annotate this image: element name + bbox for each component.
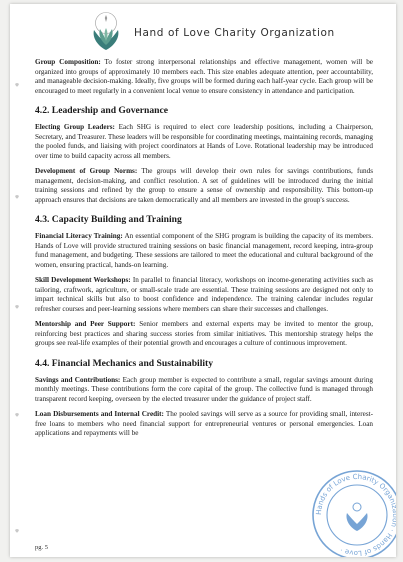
paragraph-text: An essential component of the SHG program is building the capacity of its members. Hands of Love will provide structured training sessions on basic financial management, record keeping, intra-group fund management, and budgeting. These sessions are tailored to meet the educational and cultural background of the women, ensuring practical, hands-on learning. <box>35 232 373 269</box>
paragraph-lead: Loan Disbursements and Internal Credit: <box>35 410 164 418</box>
paragraph-text: Each group member is expected to contribute a small, regular savings amount during monthly meetings. These contributions form the core capital of the group. The collective fund is managed through transparent record keeping, overseen by the elected treasurer under the guidance of project staff. <box>35 375 374 403</box>
svg-text:Hands of Love Charity Organiza: Hands of Love Charity Organization · Hands of Love · <box>314 472 400 558</box>
paragraph-lead: Electing Group Leaders: <box>35 123 115 131</box>
organization-name: Hand of Love Charity Organization <box>134 27 335 39</box>
paragraph-text: The groups will develop their own rules for savings contributions, funds management, decision-making, and conflict resolution. A set of guidelines will be introduced during the initial training sessions and refined by the group to ensure a sense of ownership and responsibility. This bottom-up approach ensures that decisions are taken democratically and all members are invested in the group's success. <box>35 167 373 204</box>
binding-hole-icon <box>14 528 20 534</box>
paragraph-text: Senior members and external experts may be invited to mentor the group, reinforcing best practices and sharing success stories from similar initiatives. This mentorship strategy helps the groups see real-life examples of their potential growth and encourages a culture of continuous improvement. <box>35 320 373 347</box>
page-header <box>10 4 396 60</box>
paragraph-lead: Group Composition: <box>35 58 101 66</box>
paragraph-savings <box>35 376 373 405</box>
paragraph-text: In parallel to financial literacy, workshops on income-generating activities such as tailoring, craftwork, agriculture, or small-scale trade are essential. These training sessions are designed not only to impart technical skills but also to boost confidence and independence. The training calendar includes regular refresher courses and peer-learning sessions where members can share their successes and challenges. <box>35 276 373 313</box>
section-heading-capacity-building: 4.3. Capacity Building and Training <box>35 214 182 225</box>
paragraph-text: The pooled savings will serve as a source for providing small, interest-free loans to members who need financial support for entrepreneurial ventures or personal emergencies. Loan applications and repayments will be <box>35 410 374 437</box>
paragraph-skill-development <box>35 276 373 314</box>
paragraph-group-norms <box>35 167 373 205</box>
paragraph-electing-leaders <box>35 123 373 161</box>
paragraph-group-composition <box>35 58 373 96</box>
organization-seal-stamp-icon <box>309 467 400 558</box>
section-heading-financial-mechanics: 4.4. Financial Mechanics and Sustainability <box>35 357 214 369</box>
paragraph-mentorship <box>35 320 373 349</box>
binding-hole-icon <box>14 194 20 200</box>
paragraph-lead: Development of Group Norms: <box>35 167 138 175</box>
page-number: pg. 5 <box>35 544 48 551</box>
organization-logo-icon <box>86 10 126 54</box>
binding-hole-icon <box>14 82 20 88</box>
paragraph-lead: Skill Development Workshops: <box>35 276 131 284</box>
paragraph-loan-disbursements <box>35 410 373 439</box>
paragraph-text: Each SHG is required to elect core leadership positions, including a Chairperson, Secretary, and Treasurer. These leaders will be responsible for coordinating meetings, maintaining records, managing the pooled funds, and liaising with project coordinators at Hands of Love. Rotational leadership may be introduced over time to build capacity across all members. <box>35 123 373 160</box>
paragraph-financial-literacy <box>35 232 373 270</box>
document-body <box>35 58 373 445</box>
document-page <box>10 4 400 558</box>
paragraph-lead: Financial Literacy Training: <box>35 232 123 240</box>
section-heading-leadership: 4.2. Leadership and Governance <box>35 105 168 116</box>
binding-hole-icon <box>14 304 20 310</box>
binding-hole-icon <box>14 412 20 418</box>
paragraph-text: To foster strong interpersonal relationships and effective management, women will be organized into groups of approximately 10 members each. This size enables adequate attention, peer accountability, and manageable decision-making. Ideally, five groups will be formed during each half-year cycle. Each group will be encouraged to meet regularly in a convenient local venue to ensure consistency in attendance and participation. <box>35 58 373 95</box>
paragraph-lead: Mentorship and Peer Support: <box>35 320 136 328</box>
paragraph-lead: Savings and Contributions: <box>35 375 121 384</box>
